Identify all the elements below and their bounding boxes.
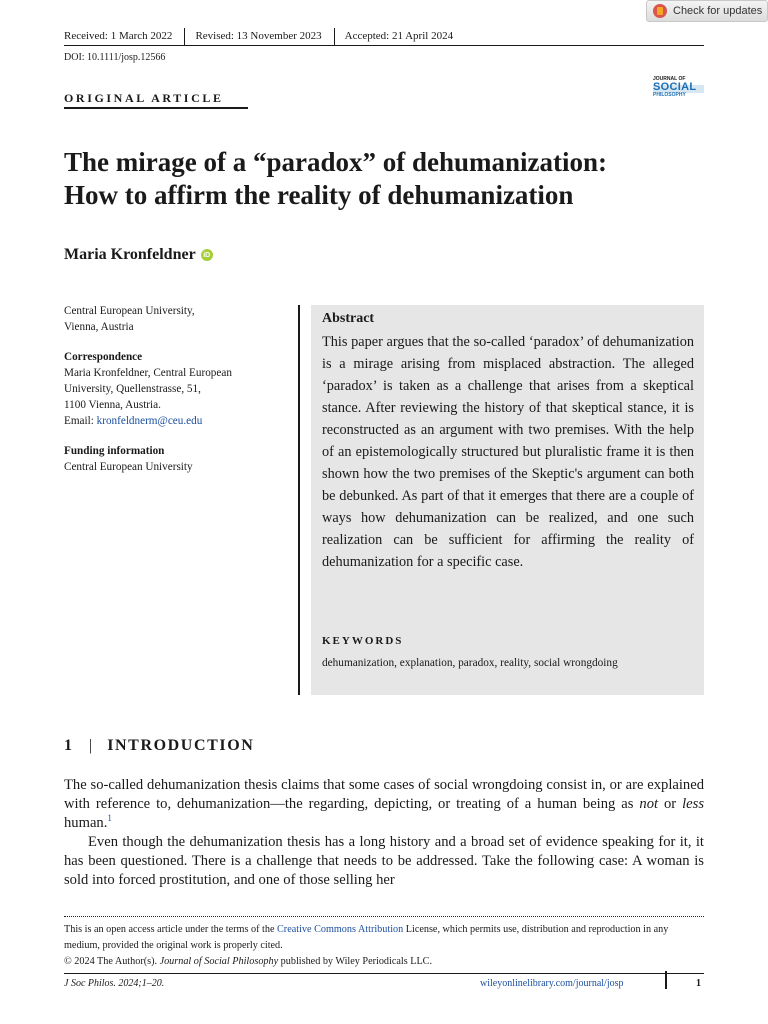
abstract-heading: Abstract — [322, 311, 375, 326]
license-note — [64, 922, 704, 970]
correspondence-line1: Maria Kronfeldner, Central European — [64, 367, 232, 379]
p1-text-b: human. — [64, 815, 108, 831]
correspondence — [64, 349, 284, 429]
author — [64, 246, 213, 264]
keywords-heading: KEYWORDS — [322, 635, 404, 647]
section-number: 1 — [64, 737, 72, 754]
cc-license-link[interactable]: Creative Commons Attribution — [277, 924, 404, 935]
abstract-rule — [298, 305, 300, 695]
revised-date: Revised: 13 November 2023 — [184, 28, 333, 46]
email-link[interactable]: kronfeldnerm@ceu.edu — [96, 415, 203, 427]
orcid-icon[interactable]: iD — [201, 249, 213, 261]
license-line — [64, 922, 704, 954]
affiliation — [64, 303, 284, 335]
abstract-text: This paper argues that the so-called ‘paradox’ of dehumanization is a mirage arising from misplaced abstraction. The alleged ‘paradox’ is taken as a challenge that arises from a skeptical stance. After reviewing the history of that skeptical stance, it is reconstructed as an argument with two premises. With the help of an epistemologically structured but pluralistic frame it is then shown how the two premises of the Skeptic's argument can both be debunked. As part of that it emerges that there are a couple of ways how dehumanization can be realized, and one such realization can be sufficient for affirming the reality of dehumanization for a specific case. — [322, 334, 694, 570]
author-name[interactable]: Maria Kronfeldner — [64, 246, 196, 263]
correspondence-line2: University, Quellenstrasse, 51, — [64, 383, 201, 395]
paper-title — [64, 146, 724, 212]
copyright-journal: Journal of Social Philosophy — [159, 956, 279, 967]
p1-text-a: The so-called dehumanization thesis claims that some cases of social wrongdoing consist in, or are explained with reference to, dehumanization—the regarding, depicting, or treating of a human being as — [64, 777, 704, 812]
journal-logo — [653, 77, 704, 99]
correspondence-heading: Correspondence — [64, 351, 143, 363]
p1-or: or — [658, 796, 683, 812]
affiliation-line1: Central European University, — [64, 305, 195, 317]
section-title: INTRODUCTION — [107, 737, 255, 754]
received-date: Received: 1 March 2022 — [64, 30, 173, 42]
accepted-date: Accepted: 21 April 2024 — [334, 28, 465, 46]
page-number: 1 — [696, 978, 701, 989]
footnote-ref-1[interactable]: 1 — [107, 813, 112, 823]
funding — [64, 443, 284, 475]
journal-citation: J Soc Philos. 2024;1–20. — [64, 978, 165, 989]
author-info-column — [64, 303, 284, 489]
copyright-text-b: published by Wiley Periodicals LLC. — [278, 956, 433, 967]
license-text-a: This is an open access article under the terms of the — [64, 924, 278, 935]
update-icon — [653, 4, 667, 18]
section-divider: | — [89, 737, 93, 754]
title-line2: How to affirm the reality of dehumanization — [64, 180, 574, 210]
email-label: Email: — [64, 415, 97, 427]
article-type-underline — [64, 107, 248, 109]
p1-less: less — [682, 796, 704, 812]
license-text-b: License, which permits use, distribution and reproduction in any medium, provided the original work is properly cited. — [64, 924, 669, 951]
journal-url-link[interactable]: wileyonlinelibrary.com/journal/josp — [480, 978, 624, 989]
funding-text: Central European University — [64, 461, 193, 473]
section-heading — [64, 737, 254, 755]
article-type: ORIGINAL ARTICLE — [64, 91, 224, 105]
header-rule — [64, 45, 704, 46]
funding-heading: Funding information — [64, 445, 165, 457]
paragraph-1 — [64, 776, 704, 833]
check-for-updates-button[interactable] — [646, 0, 768, 22]
correspondence-email-line — [64, 413, 284, 429]
logo-line1: JOURNAL OF — [653, 76, 686, 82]
logo-line2: SOCIAL — [653, 81, 697, 93]
body-text — [64, 776, 704, 890]
paragraph-2: Even though the dehumanization thesis has a long history and a broad set of evidence speaking for it, it has been questioned. There is a challenge that needs to be addressed. Take the following case: A woman is sold into forced prostitution, and one of those selling her — [64, 834, 704, 888]
p1-not: not — [639, 796, 659, 812]
correspondence-line3: 1100 Vienna, Austria. — [64, 399, 161, 411]
copyright-text-a: © 2024 The Author(s). — [64, 956, 160, 967]
check-for-updates-label: Check for updates — [673, 5, 763, 17]
footer-divider — [665, 971, 667, 989]
footnote-dotted-rule — [64, 916, 704, 917]
footer-rule — [64, 973, 704, 974]
doi[interactable]: DOI: 10.1111/josp.12566 — [64, 52, 166, 63]
copyright-line — [64, 954, 704, 970]
keywords-text: dehumanization, explanation, paradox, reality, social wrongdoing — [322, 657, 618, 669]
logo-line3: PHILOSOPHY — [653, 92, 686, 98]
title-line1: The mirage of a “paradox” of dehumanization: — [64, 147, 607, 177]
affiliation-line2: Vienna, Austria — [64, 321, 134, 333]
dates-row — [64, 30, 465, 46]
